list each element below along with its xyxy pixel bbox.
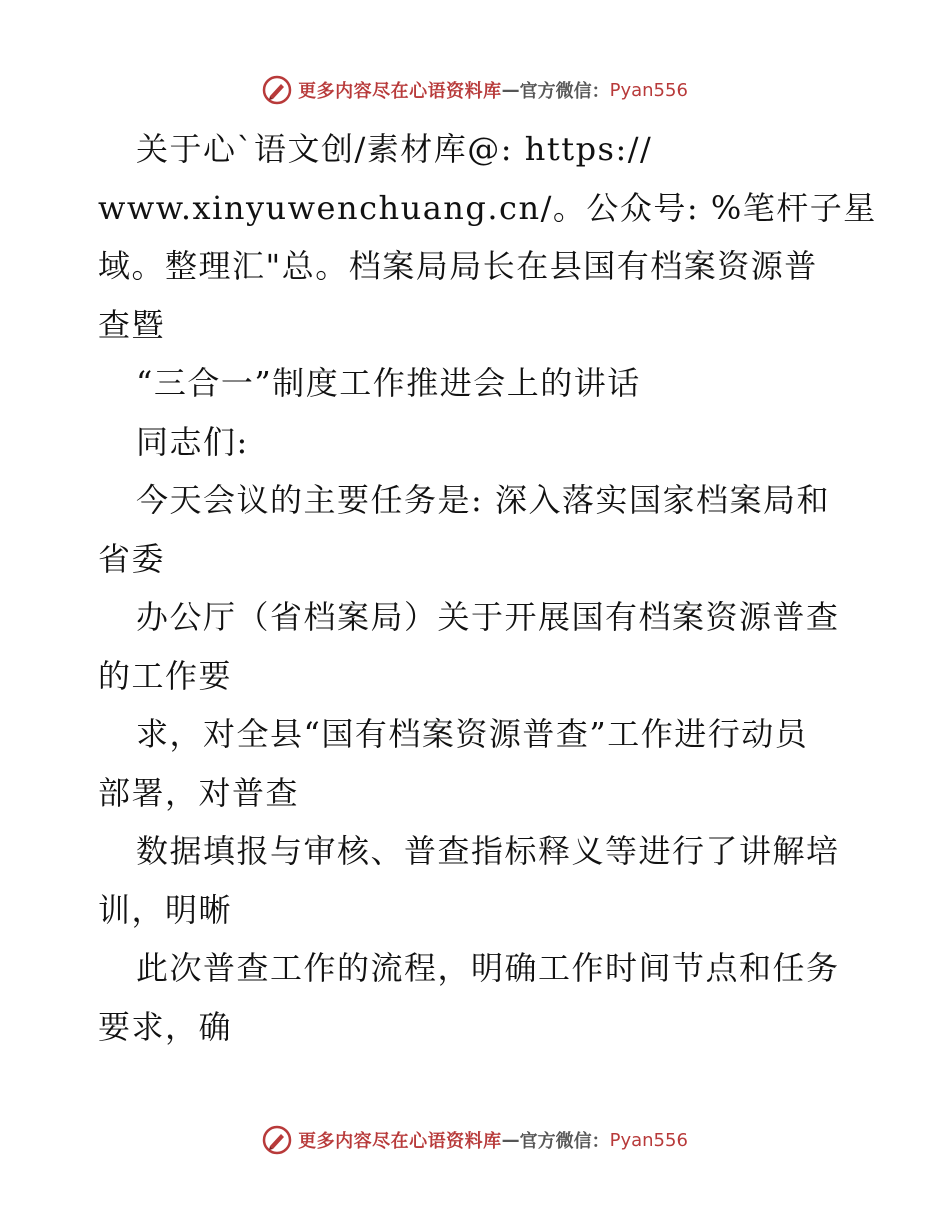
- pen-logo-icon: [262, 1125, 292, 1155]
- watermark-label: 官方微信：: [519, 1131, 610, 1152]
- header-watermark: [0, 72, 950, 108]
- watermark-dash: —: [501, 79, 520, 101]
- watermark-id: Pyan556: [609, 1129, 688, 1151]
- body-line: 办公厅（省档案局）关于开展国有档案资源普查: [136, 598, 840, 636]
- pen-logo-icon: [262, 75, 292, 105]
- body-line: 的工作要: [98, 656, 233, 695]
- salutation: 同志们:: [136, 422, 249, 461]
- body-line: 训，明晰: [98, 890, 233, 929]
- body-line: 今天会议的主要任务是: 深入落实国家档案局和: [136, 481, 830, 519]
- body-line: 部署，对普查: [98, 773, 300, 812]
- document-body: [98, 120, 877, 1056]
- body-line: 数据填报与审核、普查指标释义等进行了讲解培: [136, 832, 840, 870]
- body-line: www.xinyuwenchuang.cn/。公众号: %笔杆子星: [98, 188, 877, 227]
- speech-title: “三合一”制度工作推进会上的讲话: [136, 364, 641, 402]
- body-line: 求，对全县“国有档案资源普查”工作进行动员: [136, 715, 809, 753]
- body-line: 要求，确: [98, 1007, 233, 1046]
- watermark-brand: 更多内容尽在心语资料库: [298, 1131, 502, 1152]
- body-line: 省委: [98, 539, 166, 578]
- watermark-dash: —: [501, 1129, 520, 1151]
- body-line: 关于心`语文创/素材库@: https://: [136, 130, 653, 168]
- body-line: 查暨: [98, 305, 166, 344]
- body-line: 此次普查工作的流程，明确工作时间节点和任务: [136, 949, 840, 987]
- body-line: 域。整理汇"总。档案局局长在县国有档案资源普: [98, 247, 818, 285]
- watermark-id: Pyan556: [609, 79, 688, 101]
- watermark-label: 官方微信：: [519, 81, 610, 102]
- watermark-brand: 更多内容尽在心语资料库: [298, 81, 502, 102]
- footer-watermark: [0, 1122, 950, 1158]
